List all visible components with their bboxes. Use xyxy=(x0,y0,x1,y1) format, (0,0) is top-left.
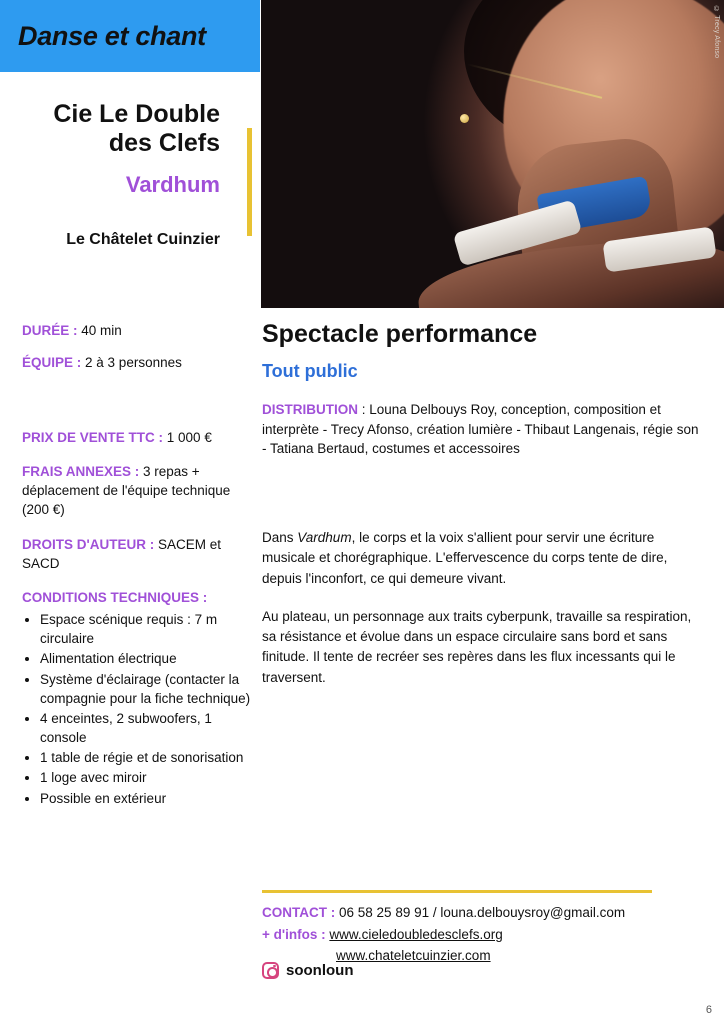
contact-block xyxy=(262,903,706,967)
fact-equipe xyxy=(22,354,254,373)
fact-duree xyxy=(22,322,254,341)
instagram-handle[interactable]: soonloun xyxy=(286,962,354,979)
contact-row-infos xyxy=(262,925,706,946)
infos-label: + d'infos : xyxy=(262,926,326,942)
description-paragraph-2: Au plateau, un personnage aux traits cyberpunk, travaille sa respiration, sa résistance et évolue dans un espace circulaire sans bord et sans finitude. Il tente de recréer ses repères dans les flux incessants qui le traversent. xyxy=(262,608,692,685)
fact-droits-label: DROITS D'AUTEUR : xyxy=(22,536,155,552)
description-body xyxy=(262,528,694,706)
contact-label: CONTACT : xyxy=(262,905,336,920)
facts-duration-team xyxy=(22,322,254,385)
fact-frais xyxy=(22,462,258,519)
list-item: • Système d'éclairage (contacter la compagnie pour la fiche technique) xyxy=(40,670,258,708)
list-item: • 1 loge avec miroir xyxy=(40,768,258,787)
company-name: Cie Le Double des Clefs xyxy=(53,100,220,157)
fact-duree-label: DURÉE : xyxy=(22,323,78,338)
audience-label: Tout public xyxy=(262,361,358,381)
website-link-company[interactable]: www.cieledoubledesclefs.org xyxy=(329,926,503,942)
list-item: • 1 table de régie et de sonorisation xyxy=(40,748,258,767)
fact-frais-label: FRAIS ANNEXES : xyxy=(22,464,140,480)
photo-bead-detail xyxy=(460,114,469,123)
contact-phone-email[interactable]: 06 58 25 89 91 / louna.delbouysroy@gmail.com xyxy=(339,905,626,920)
page-number: 6 xyxy=(705,1004,712,1016)
facts-pricing-technical xyxy=(22,428,258,809)
distribution-block xyxy=(262,400,706,459)
fact-frais-value: 3 repas + déplacement de l'équipe technique (200 €) xyxy=(22,464,231,518)
paragraph1-post: , le corps et la voix s'allient pour servir une écriture musicale et chorégraphique. L'effervescence du corps tente de dire, depuis l'inconfort, ce qui demeure vivant. xyxy=(262,530,668,586)
performance-title: Spectacle performance xyxy=(262,320,538,348)
show-title: Vardhum xyxy=(125,171,220,197)
venue-name: Le Châtelet Cuinzier xyxy=(66,230,220,248)
contact-divider xyxy=(262,890,652,893)
instagram-icon xyxy=(262,962,279,979)
paragraph1-pre: Dans xyxy=(262,530,298,545)
distribution-label: DISTRIBUTION xyxy=(262,402,358,417)
photo-credit: © Trecy Afonso xyxy=(713,6,720,59)
technical-conditions-heading: CONDITIONS TECHNIQUES : xyxy=(22,589,208,605)
distribution-text: : Louna Delbouys Roy, conception, composition et interprète - Trecy Afonso, création lumière - Thibaut Langenais, régie son - Tatiana Bertaud, costumes et accessoires xyxy=(262,402,699,457)
list-item: • Possible en extérieur xyxy=(40,789,258,808)
website-link-venue[interactable]: www.chateletcuinzier.com xyxy=(336,947,491,963)
technical-conditions-list xyxy=(22,610,258,808)
fact-equipe-value: 2 à 3 personnes xyxy=(85,354,182,370)
fact-prix xyxy=(22,428,258,447)
contact-row-primary xyxy=(262,903,706,924)
fact-droits-value: SACEM et SACD xyxy=(22,536,222,571)
left-heading-block xyxy=(0,100,252,250)
category-title: Danse et chant xyxy=(18,20,206,51)
fact-equipe-label: ÉQUIPE : xyxy=(22,354,82,370)
fact-droits xyxy=(22,535,258,573)
description-paragraph-1 xyxy=(262,528,694,589)
list-item: • Espace scénique requis : 7 m circulaire xyxy=(40,610,258,648)
category-banner xyxy=(0,0,260,72)
paragraph1-emphasis: Vardhum xyxy=(297,530,352,545)
performance-photo xyxy=(261,0,724,308)
list-item: • 4 enceintes, 2 subwoofers, 1 console xyxy=(40,709,258,747)
fact-duree-value: 40 min xyxy=(81,323,122,338)
fact-prix-label: PRIX DE VENTE TTC : xyxy=(22,430,164,445)
instagram-block[interactable] xyxy=(262,962,354,979)
fact-prix-value: 1 000 € xyxy=(166,430,212,445)
right-heading-block xyxy=(262,320,706,459)
yellow-rule xyxy=(247,128,252,236)
list-item: • Alimentation électrique xyxy=(40,649,258,668)
